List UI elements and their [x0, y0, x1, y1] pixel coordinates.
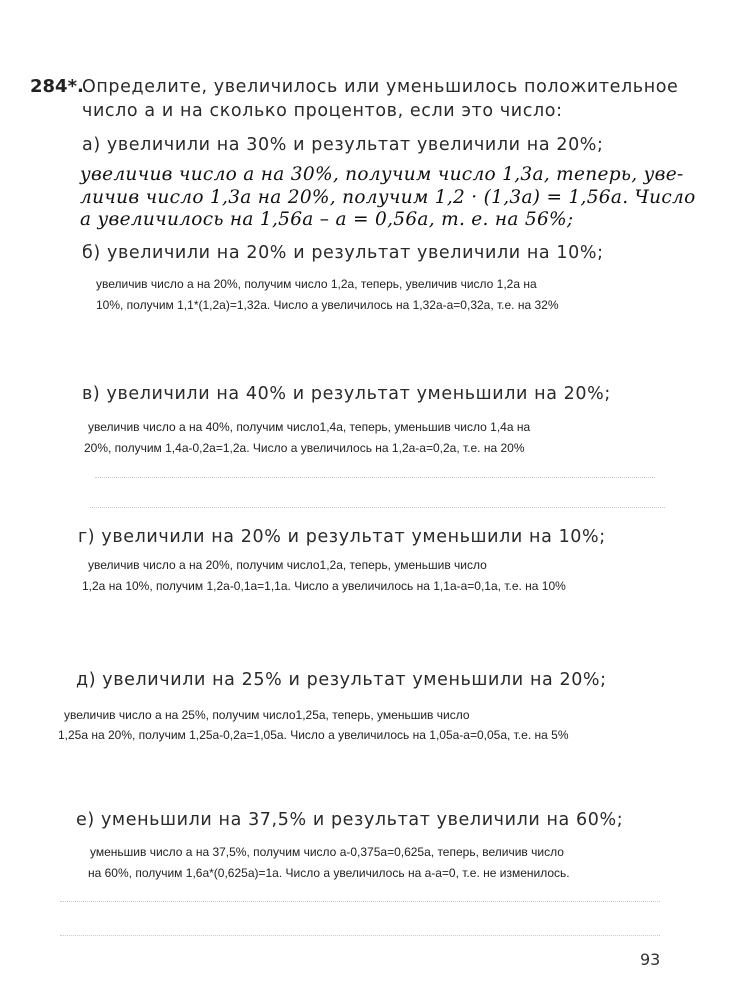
- part-v-answer-line-1: увеличив число а на 40%, получим число1,4а, теперь, уменьшив число 1,4а на: [88, 420, 531, 434]
- part-g-label: г) увеличили на 20% и результат уменьшили на 10%;: [78, 527, 606, 547]
- part-a-answer-line-2: личив число 1,3a на 20%, получим 1,2 · (1,3a) = 1,56a. Число: [80, 187, 696, 208]
- scan-noise-line: [95, 477, 655, 478]
- scan-noise-line: [90, 507, 665, 508]
- part-b-label: б) увеличили на 20% и результат увеличили на 10%;: [82, 243, 604, 263]
- part-d-label: д) увеличили на 25% и результат уменьшили на 20%;: [76, 670, 607, 690]
- part-v-answer-line-2: 20%, получим 1,4а-0,2а=1,2а. Число а увеличилось на 1,2а-а=0,2а, т.е. на 20%: [84, 441, 525, 455]
- part-g-answer-line-1: увеличив число а на 20%, получим число1,2а, теперь, уменьшив число: [88, 558, 487, 572]
- task-statement-line-2: число a и на сколько процентов, если это число:: [82, 101, 563, 121]
- part-d-answer-line-2: 1,25а на 20%, получим 1,25а-0,2а=1,05а. Число а увеличилось на 1,05а-а=0,05а, т.е. на 5%: [58, 728, 569, 742]
- part-e-answer-line-1: уменьшив число а на 37,5%, получим число а-0,375а=0,625а, теперь, величив число: [90, 845, 564, 859]
- part-v-label: в) увеличили на 40% и результат уменьшили на 20%;: [82, 384, 611, 404]
- task-number: 284*.: [30, 76, 84, 97]
- scan-noise-line: [60, 935, 660, 936]
- part-a-label: а) увеличили на 30% и результат увеличили на 20%;: [82, 135, 604, 155]
- part-d-answer-line-1: увеличив число а на 25%, получим число1,25а, теперь, уменьшив число: [64, 708, 470, 722]
- part-b-answer-line-2: 10%, получим 1,1*(1,2а)=1,32а. Число а увеличилось на 1,32а-а=0,32а, т.е. на 32%: [96, 298, 559, 312]
- task-statement-line-1: Определите, увеличилось или уменьшилось положительное: [82, 77, 679, 97]
- part-a-answer-line-1: увеличив число a на 30%, получим число 1,3a, теперь, уве-: [80, 164, 684, 185]
- page-number: 93: [640, 950, 661, 969]
- part-e-label: е) уменьшили на 37,5% и результат увеличили на 60%;: [76, 810, 624, 830]
- scan-noise-line: [60, 901, 660, 902]
- part-b-answer-line-1: увеличив число а на 20%, получим число 1,2а, теперь, увеличив число 1,2а на: [96, 277, 537, 291]
- part-e-answer-line-2: на 60%, получим 1,6а*(0,625а)=1а. Число а увеличилось на а-а=0, т.е. не изменилось.: [88, 866, 570, 880]
- part-g-answer-line-2: 1,2а на 10%, получим 1,2а-0,1а=1,1а. Число а увеличилось на 1,1а-а=0,1а, т.е. на 10%: [82, 579, 566, 593]
- part-a-answer-line-3: a увеличилось на 1,56a – a = 0,56a, т. е. на 56%;: [80, 209, 574, 230]
